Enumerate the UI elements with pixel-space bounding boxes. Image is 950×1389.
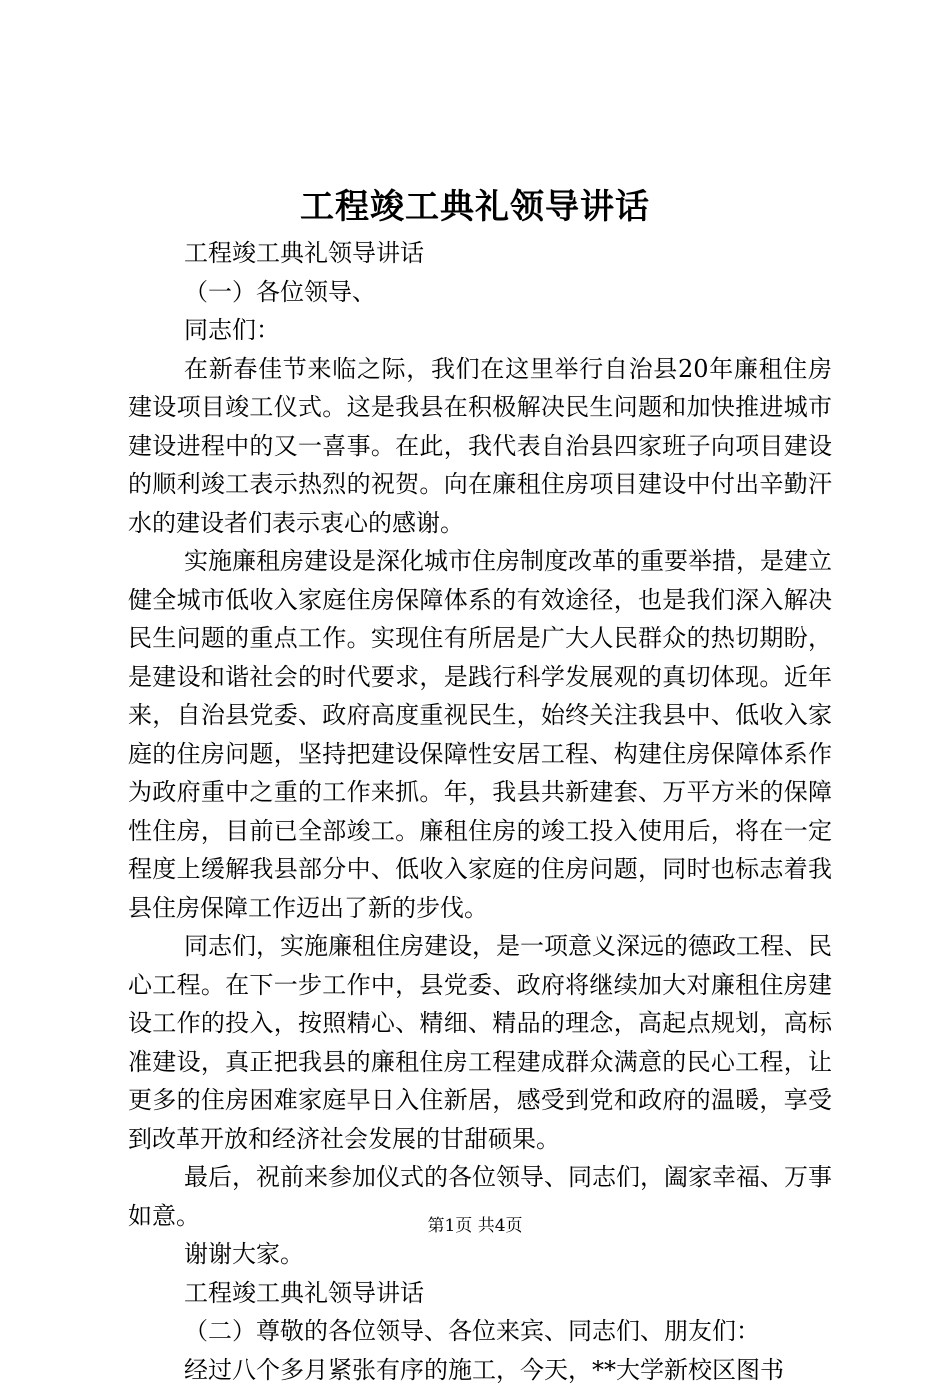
paragraph-heading-1: 工程竣工典礼领导讲话 — [128, 234, 832, 273]
paragraph-opening: 在新春佳节来临之际，我们在这里举行自治县20年廉租住房建设项目竣工仪式。这是我县在积极解决民生问题和加快推进城市建设进程中的又一喜事。在此，我代表自治县四家班子向项目建设的顺利竣工表示热烈的祝贺。向在廉租住房项目建设中付出辛勤汗水的建设者们表示衷心的感谢。 — [128, 350, 832, 543]
document-title: 工程竣工典礼领导讲话 — [0, 182, 950, 232]
paragraph-wishes: 最后，祝前来参加仪式的各位领导、同志们，阖家幸福、万事如意。 — [128, 1158, 832, 1235]
page-number-footer: 第1页 共4页 — [0, 1214, 950, 1238]
paragraph-significance: 实施廉租房建设是深化城市住房制度改革的重要举措，是建立健全城市低收入家庭住房保障体系的有效途径，也是我们深入解决民生问题的重点工作。实现住有所居是广大人民群众的热切期盼，是建设和谐社会的时代要求，是践行科学发展观的真切体现。近年来，自治县党委、政府高度重视民生，始终关注我县中、低收入家庭的住房问题，坚持把建设保障性安居工程、构建住房保障体系作为政府重中之重的工作来抓。年，我县共新建套、万平方米的保障性住房，目前已全部竣工。廉租住房的竣工投入使用后，将在一定程度上缓解我县部分中、低收入家庭的住房问题，同时也标志着我县住房保障工作迈出了新的步伐。 — [128, 542, 832, 927]
paragraph-thanks: 谢谢大家。 — [128, 1235, 832, 1274]
paragraph-speech-2-opening: 经过八个多月紧张有序的施工，今天，**大学新校区图书 — [128, 1351, 832, 1389]
paragraph-heading-2: 工程竣工典礼领导讲话 — [128, 1274, 832, 1313]
paragraph-salutation-2: （二）尊敬的各位领导、各位来宾、同志们、朋友们： — [128, 1312, 832, 1351]
paragraph-salutation-1a: （一）各位领导、 — [128, 273, 832, 312]
paragraph-salutation-1b: 同志们： — [128, 311, 832, 350]
paragraph-next-steps: 同志们，实施廉租住房建设，是一项意义深远的德政工程、民心工程。在下一步工作中，县党委、政府将继续加大对廉租住房建设工作的投入，按照精心、精细、精品的理念，高起点规划，高标准建设，真正把我县的廉租住房工程建成群众满意的民心工程，让更多的住房困难家庭早日入住新居，感受到党和政府的温暖，享受到改革开放和经济社会发展的甘甜硕果。 — [128, 927, 832, 1158]
